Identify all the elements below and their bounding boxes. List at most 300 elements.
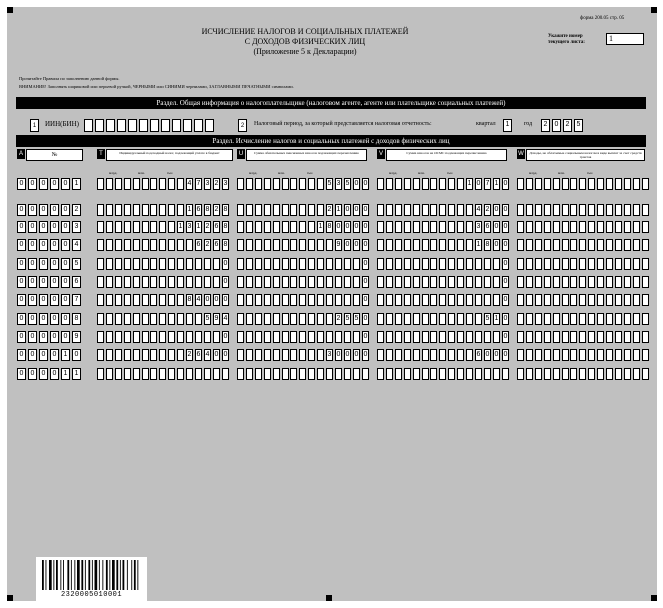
row-number-digit[interactable]: 0 <box>28 276 37 288</box>
t-amount-cell[interactable] <box>159 368 166 380</box>
w-amount-cell[interactable] <box>535 294 542 306</box>
t-amount-cell[interactable] <box>204 368 211 380</box>
t-amount-cell[interactable] <box>124 331 131 343</box>
v-amount-cell[interactable] <box>422 204 429 216</box>
t-amount-cell[interactable] <box>150 313 157 325</box>
row-number-digit[interactable]: 0 <box>39 276 48 288</box>
u-amount-cell[interactable] <box>299 349 306 361</box>
v-amount-cell[interactable]: 0 <box>502 204 509 216</box>
t-amount-cell[interactable] <box>133 368 140 380</box>
w-amount-cell[interactable] <box>615 276 622 288</box>
t-amount-cell[interactable] <box>168 368 175 380</box>
row-number-digit[interactable]: 0 <box>39 313 48 325</box>
t-amount-cell[interactable]: 2 <box>186 349 193 361</box>
row-number-digit[interactable]: 3 <box>72 221 81 233</box>
w-amount-cell[interactable] <box>544 276 551 288</box>
u-amount-cell[interactable]: 5 <box>326 178 333 190</box>
u-amount-cell[interactable] <box>308 239 315 251</box>
t-amount-cell[interactable] <box>106 258 113 270</box>
t-amount-cell[interactable]: 4 <box>186 178 193 190</box>
v-amount-cell[interactable] <box>466 349 473 361</box>
t-amount-cell[interactable] <box>159 331 166 343</box>
v-amount-cell[interactable] <box>439 276 446 288</box>
w-amount-cell[interactable] <box>606 204 613 216</box>
row-number-digit[interactable]: 0 <box>39 331 48 343</box>
row-number-digit[interactable]: 0 <box>39 204 48 216</box>
w-amount-cell[interactable] <box>562 204 569 216</box>
w-amount-cell[interactable] <box>642 178 649 190</box>
v-amount-cell[interactable] <box>395 239 402 251</box>
w-amount-cell[interactable] <box>642 258 649 270</box>
t-amount-cell[interactable] <box>97 178 104 190</box>
v-amount-cell[interactable] <box>404 239 411 251</box>
t-amount-cell[interactable] <box>124 349 131 361</box>
u-amount-cell[interactable] <box>255 221 262 233</box>
v-amount-cell[interactable] <box>386 349 393 361</box>
row-number-digit[interactable]: 4 <box>72 239 81 251</box>
sheet-number-field[interactable]: 1 <box>606 33 644 45</box>
t-amount-cell[interactable] <box>159 221 166 233</box>
row-number-digit[interactable]: 0 <box>61 313 70 325</box>
t-amount-cell[interactable] <box>115 204 122 216</box>
w-amount-cell[interactable] <box>642 276 649 288</box>
v-amount-cell[interactable] <box>475 313 482 325</box>
w-amount-cell[interactable] <box>553 239 560 251</box>
t-amount-cell[interactable]: 8 <box>222 204 229 216</box>
v-amount-cell[interactable]: 0 <box>502 221 509 233</box>
t-amount-cell[interactable] <box>168 204 175 216</box>
u-amount-cell[interactable]: 1 <box>335 204 342 216</box>
w-amount-cell[interactable] <box>597 178 604 190</box>
w-amount-cell[interactable] <box>579 331 586 343</box>
row-number-digit[interactable]: 0 <box>61 258 70 270</box>
v-amount-cell[interactable] <box>430 294 437 306</box>
w-amount-cell[interactable] <box>633 294 640 306</box>
t-amount-cell[interactable] <box>168 294 175 306</box>
v-amount-cell[interactable] <box>377 258 384 270</box>
w-amount-cell[interactable] <box>570 313 577 325</box>
w-amount-cell[interactable] <box>624 294 631 306</box>
u-amount-cell[interactable] <box>255 276 262 288</box>
u-amount-cell[interactable] <box>317 349 324 361</box>
v-amount-cell[interactable] <box>422 313 429 325</box>
v-amount-cell[interactable] <box>466 313 473 325</box>
v-amount-cell[interactable] <box>404 331 411 343</box>
w-amount-cell[interactable] <box>588 204 595 216</box>
w-amount-cell[interactable] <box>517 294 524 306</box>
v-amount-cell[interactable]: 0 <box>502 349 509 361</box>
v-amount-cell[interactable] <box>430 258 437 270</box>
v-amount-cell[interactable] <box>430 178 437 190</box>
u-amount-cell[interactable] <box>237 313 244 325</box>
w-amount-cell[interactable] <box>535 221 542 233</box>
v-amount-cell[interactable]: 6 <box>475 349 482 361</box>
w-amount-cell[interactable] <box>526 221 533 233</box>
u-amount-cell[interactable] <box>326 313 333 325</box>
iin-digit-cell[interactable] <box>161 119 170 132</box>
v-amount-cell[interactable] <box>413 221 420 233</box>
w-amount-cell[interactable] <box>588 313 595 325</box>
w-amount-cell[interactable] <box>579 178 586 190</box>
w-amount-cell[interactable] <box>597 258 604 270</box>
u-amount-cell[interactable] <box>299 331 306 343</box>
v-amount-cell[interactable] <box>422 239 429 251</box>
u-amount-cell[interactable]: 0 <box>362 258 369 270</box>
u-amount-cell[interactable]: 0 <box>362 349 369 361</box>
w-amount-cell[interactable] <box>597 349 604 361</box>
v-amount-cell[interactable]: 0 <box>502 258 509 270</box>
t-amount-cell[interactable]: 0 <box>222 276 229 288</box>
u-amount-cell[interactable] <box>335 294 342 306</box>
u-amount-cell[interactable] <box>335 368 342 380</box>
t-amount-cell[interactable] <box>168 349 175 361</box>
t-amount-cell[interactable] <box>177 294 184 306</box>
v-amount-cell[interactable] <box>413 258 420 270</box>
w-amount-cell[interactable] <box>570 276 577 288</box>
row-number-digit[interactable]: 6 <box>72 276 81 288</box>
t-amount-cell[interactable] <box>115 276 122 288</box>
v-amount-cell[interactable] <box>466 276 473 288</box>
u-amount-cell[interactable] <box>317 313 324 325</box>
u-amount-cell[interactable] <box>255 258 262 270</box>
t-amount-cell[interactable] <box>222 368 229 380</box>
u-amount-cell[interactable] <box>282 294 289 306</box>
u-amount-cell[interactable] <box>246 204 253 216</box>
u-amount-cell[interactable]: 0 <box>362 331 369 343</box>
u-amount-cell[interactable] <box>237 239 244 251</box>
row-number-digit[interactable]: 1 <box>61 368 70 380</box>
w-amount-cell[interactable] <box>633 368 640 380</box>
u-amount-cell[interactable] <box>326 239 333 251</box>
w-amount-cell[interactable] <box>624 239 631 251</box>
t-amount-cell[interactable] <box>168 239 175 251</box>
row-number-digit[interactable]: 0 <box>28 221 37 233</box>
t-amount-cell[interactable]: 8 <box>186 294 193 306</box>
t-amount-cell[interactable] <box>142 276 149 288</box>
v-amount-cell[interactable] <box>439 221 446 233</box>
u-amount-cell[interactable]: 3 <box>326 349 333 361</box>
t-amount-cell[interactable] <box>159 349 166 361</box>
row-number-digit[interactable]: 0 <box>61 204 70 216</box>
v-amount-cell[interactable] <box>413 204 420 216</box>
w-amount-cell[interactable] <box>535 239 542 251</box>
w-amount-cell[interactable] <box>597 294 604 306</box>
v-amount-cell[interactable] <box>404 349 411 361</box>
t-amount-cell[interactable] <box>213 368 220 380</box>
row-number-digit[interactable]: 0 <box>50 204 59 216</box>
u-amount-cell[interactable] <box>317 178 324 190</box>
row-number-digit[interactable]: 0 <box>17 313 26 325</box>
u-amount-cell[interactable] <box>299 258 306 270</box>
t-amount-cell[interactable] <box>159 258 166 270</box>
v-amount-cell[interactable] <box>386 178 393 190</box>
u-amount-cell[interactable] <box>264 313 271 325</box>
v-amount-cell[interactable] <box>377 331 384 343</box>
u-amount-cell[interactable] <box>237 221 244 233</box>
v-amount-cell[interactable] <box>484 331 491 343</box>
v-amount-cell[interactable] <box>422 331 429 343</box>
t-amount-cell[interactable] <box>177 204 184 216</box>
u-amount-cell[interactable] <box>282 313 289 325</box>
w-amount-cell[interactable] <box>562 178 569 190</box>
u-amount-cell[interactable]: 5 <box>344 178 351 190</box>
u-amount-cell[interactable] <box>273 204 280 216</box>
u-amount-cell[interactable] <box>246 368 253 380</box>
iin-digit-cell[interactable] <box>183 119 192 132</box>
v-amount-cell[interactable] <box>404 221 411 233</box>
t-amount-cell[interactable] <box>106 368 113 380</box>
w-amount-cell[interactable] <box>553 294 560 306</box>
u-amount-cell[interactable] <box>264 331 271 343</box>
w-amount-cell[interactable] <box>606 349 613 361</box>
t-amount-cell[interactable] <box>150 221 157 233</box>
u-amount-cell[interactable] <box>237 258 244 270</box>
u-amount-cell[interactable] <box>317 294 324 306</box>
t-amount-cell[interactable] <box>168 331 175 343</box>
w-amount-cell[interactable] <box>588 294 595 306</box>
v-amount-cell[interactable]: 0 <box>493 204 500 216</box>
v-amount-cell[interactable] <box>377 204 384 216</box>
u-amount-cell[interactable] <box>282 276 289 288</box>
w-amount-cell[interactable] <box>553 331 560 343</box>
v-amount-cell[interactable]: 7 <box>484 178 491 190</box>
t-amount-cell[interactable] <box>150 258 157 270</box>
v-amount-cell[interactable] <box>395 258 402 270</box>
u-amount-cell[interactable] <box>246 178 253 190</box>
u-amount-cell[interactable] <box>273 368 280 380</box>
t-amount-cell[interactable] <box>106 178 113 190</box>
t-amount-cell[interactable]: 2 <box>204 239 211 251</box>
t-amount-cell[interactable]: 3 <box>186 221 193 233</box>
u-amount-cell[interactable] <box>282 204 289 216</box>
u-amount-cell[interactable] <box>308 276 315 288</box>
t-amount-cell[interactable] <box>124 313 131 325</box>
year-digit-cell[interactable]: 0 <box>552 119 561 132</box>
u-amount-cell[interactable]: 2 <box>335 313 342 325</box>
v-amount-cell[interactable] <box>466 204 473 216</box>
t-amount-cell[interactable] <box>150 239 157 251</box>
t-amount-cell[interactable] <box>150 276 157 288</box>
v-amount-cell[interactable] <box>430 313 437 325</box>
w-amount-cell[interactable] <box>526 294 533 306</box>
w-amount-cell[interactable] <box>517 221 524 233</box>
w-amount-cell[interactable] <box>606 178 613 190</box>
u-amount-cell[interactable] <box>273 294 280 306</box>
t-amount-cell[interactable] <box>97 221 104 233</box>
v-amount-cell[interactable] <box>457 204 464 216</box>
t-amount-cell[interactable] <box>106 204 113 216</box>
row-number-digit[interactable]: 0 <box>61 294 70 306</box>
w-amount-cell[interactable] <box>615 368 622 380</box>
row-number-digit[interactable]: 0 <box>39 178 48 190</box>
w-amount-cell[interactable] <box>642 349 649 361</box>
t-amount-cell[interactable] <box>106 349 113 361</box>
v-amount-cell[interactable]: 0 <box>493 239 500 251</box>
w-amount-cell[interactable] <box>579 258 586 270</box>
w-amount-cell[interactable] <box>597 368 604 380</box>
v-amount-cell[interactable] <box>439 258 446 270</box>
t-amount-cell[interactable] <box>177 178 184 190</box>
t-amount-cell[interactable] <box>124 294 131 306</box>
v-amount-cell[interactable]: 0 <box>502 294 509 306</box>
u-amount-cell[interactable] <box>308 221 315 233</box>
u-amount-cell[interactable]: 0 <box>344 239 351 251</box>
t-amount-cell[interactable]: 1 <box>177 221 184 233</box>
u-amount-cell[interactable] <box>237 294 244 306</box>
t-amount-cell[interactable]: 0 <box>204 294 211 306</box>
iin-digit-cell[interactable] <box>117 119 126 132</box>
row-number-digit[interactable]: 0 <box>17 178 26 190</box>
w-amount-cell[interactable] <box>633 178 640 190</box>
v-amount-cell[interactable] <box>448 178 455 190</box>
t-amount-cell[interactable] <box>133 349 140 361</box>
t-amount-cell[interactable] <box>133 221 140 233</box>
t-amount-cell[interactable] <box>186 331 193 343</box>
v-amount-cell[interactable]: 0 <box>493 221 500 233</box>
w-amount-cell[interactable] <box>579 239 586 251</box>
u-amount-cell[interactable] <box>273 258 280 270</box>
v-amount-cell[interactable] <box>457 221 464 233</box>
w-amount-cell[interactable] <box>615 221 622 233</box>
w-amount-cell[interactable] <box>553 276 560 288</box>
t-amount-cell[interactable]: 0 <box>222 294 229 306</box>
u-amount-cell[interactable]: 0 <box>353 221 360 233</box>
t-amount-cell[interactable]: 6 <box>213 239 220 251</box>
u-amount-cell[interactable] <box>317 331 324 343</box>
w-amount-cell[interactable] <box>642 204 649 216</box>
u-amount-cell[interactable] <box>255 313 262 325</box>
t-amount-cell[interactable]: 0 <box>222 349 229 361</box>
t-amount-cell[interactable] <box>106 221 113 233</box>
v-amount-cell[interactable]: 1 <box>493 178 500 190</box>
t-amount-cell[interactable] <box>97 368 104 380</box>
u-amount-cell[interactable] <box>282 349 289 361</box>
w-amount-cell[interactable] <box>535 204 542 216</box>
u-amount-cell[interactable] <box>299 221 306 233</box>
v-amount-cell[interactable]: 1 <box>466 178 473 190</box>
w-amount-cell[interactable] <box>553 349 560 361</box>
u-amount-cell[interactable] <box>326 276 333 288</box>
v-amount-cell[interactable] <box>413 178 420 190</box>
w-amount-cell[interactable] <box>570 331 577 343</box>
v-amount-cell[interactable] <box>377 349 384 361</box>
v-amount-cell[interactable] <box>422 349 429 361</box>
v-amount-cell[interactable] <box>430 368 437 380</box>
u-amount-cell[interactable] <box>255 331 262 343</box>
t-amount-cell[interactable] <box>97 331 104 343</box>
row-number-digit[interactable]: 0 <box>61 178 70 190</box>
u-amount-cell[interactable]: 0 <box>353 349 360 361</box>
u-amount-cell[interactable] <box>290 178 297 190</box>
u-amount-cell[interactable] <box>326 294 333 306</box>
v-amount-cell[interactable] <box>395 349 402 361</box>
row-number-digit[interactable]: 0 <box>17 276 26 288</box>
t-amount-cell[interactable]: 2 <box>213 204 220 216</box>
t-amount-cell[interactable] <box>115 221 122 233</box>
w-amount-cell[interactable] <box>642 313 649 325</box>
v-amount-cell[interactable] <box>466 331 473 343</box>
row-number-digit[interactable]: 0 <box>50 178 59 190</box>
w-amount-cell[interactable] <box>633 204 640 216</box>
w-amount-cell[interactable] <box>588 258 595 270</box>
u-amount-cell[interactable] <box>308 178 315 190</box>
w-amount-cell[interactable] <box>517 368 524 380</box>
w-amount-cell[interactable] <box>597 221 604 233</box>
w-amount-cell[interactable] <box>544 294 551 306</box>
w-amount-cell[interactable] <box>517 178 524 190</box>
w-amount-cell[interactable] <box>517 258 524 270</box>
v-amount-cell[interactable]: 8 <box>484 239 491 251</box>
u-amount-cell[interactable]: 0 <box>353 239 360 251</box>
w-amount-cell[interactable] <box>624 221 631 233</box>
w-amount-cell[interactable] <box>597 331 604 343</box>
row-number-digit[interactable]: 0 <box>50 331 59 343</box>
u-amount-cell[interactable] <box>353 368 360 380</box>
t-amount-cell[interactable] <box>115 294 122 306</box>
t-amount-cell[interactable] <box>133 178 140 190</box>
w-amount-cell[interactable] <box>526 349 533 361</box>
t-amount-cell[interactable] <box>168 258 175 270</box>
v-amount-cell[interactable] <box>430 221 437 233</box>
t-amount-cell[interactable] <box>177 331 184 343</box>
w-amount-cell[interactable] <box>615 313 622 325</box>
w-amount-cell[interactable] <box>570 368 577 380</box>
t-amount-cell[interactable] <box>186 258 193 270</box>
u-amount-cell[interactable]: 2 <box>326 204 333 216</box>
v-amount-cell[interactable] <box>377 239 384 251</box>
row-number-digit[interactable]: 9 <box>72 331 81 343</box>
v-amount-cell[interactable]: 1 <box>475 239 482 251</box>
w-amount-cell[interactable] <box>642 239 649 251</box>
u-amount-cell[interactable] <box>290 221 297 233</box>
row-number-digit[interactable]: 0 <box>50 313 59 325</box>
u-amount-cell[interactable] <box>237 368 244 380</box>
w-amount-cell[interactable] <box>588 349 595 361</box>
t-amount-cell[interactable] <box>186 313 193 325</box>
u-amount-cell[interactable] <box>255 368 262 380</box>
t-amount-cell[interactable]: 3 <box>222 178 229 190</box>
u-amount-cell[interactable] <box>264 204 271 216</box>
t-amount-cell[interactable] <box>159 313 166 325</box>
t-amount-cell[interactable] <box>150 178 157 190</box>
u-amount-cell[interactable] <box>273 349 280 361</box>
t-amount-cell[interactable]: 2 <box>213 178 220 190</box>
row-number-digit[interactable]: 0 <box>28 258 37 270</box>
u-amount-cell[interactable] <box>299 313 306 325</box>
v-amount-cell[interactable] <box>439 331 446 343</box>
v-amount-cell[interactable] <box>430 331 437 343</box>
t-amount-cell[interactable] <box>97 294 104 306</box>
u-amount-cell[interactable] <box>246 276 253 288</box>
w-amount-cell[interactable] <box>570 178 577 190</box>
v-amount-cell[interactable] <box>493 276 500 288</box>
w-amount-cell[interactable] <box>597 239 604 251</box>
v-amount-cell[interactable] <box>395 221 402 233</box>
w-amount-cell[interactable] <box>535 276 542 288</box>
v-amount-cell[interactable] <box>404 368 411 380</box>
w-amount-cell[interactable] <box>570 239 577 251</box>
t-amount-cell[interactable]: 0 <box>213 294 220 306</box>
u-amount-cell[interactable] <box>282 221 289 233</box>
w-amount-cell[interactable] <box>606 331 613 343</box>
t-amount-cell[interactable]: 1 <box>195 221 202 233</box>
t-amount-cell[interactable] <box>142 294 149 306</box>
u-amount-cell[interactable] <box>353 331 360 343</box>
t-amount-cell[interactable] <box>124 204 131 216</box>
u-amount-cell[interactable] <box>344 331 351 343</box>
u-amount-cell[interactable]: 0 <box>362 313 369 325</box>
row-number-digit[interactable]: 0 <box>39 239 48 251</box>
